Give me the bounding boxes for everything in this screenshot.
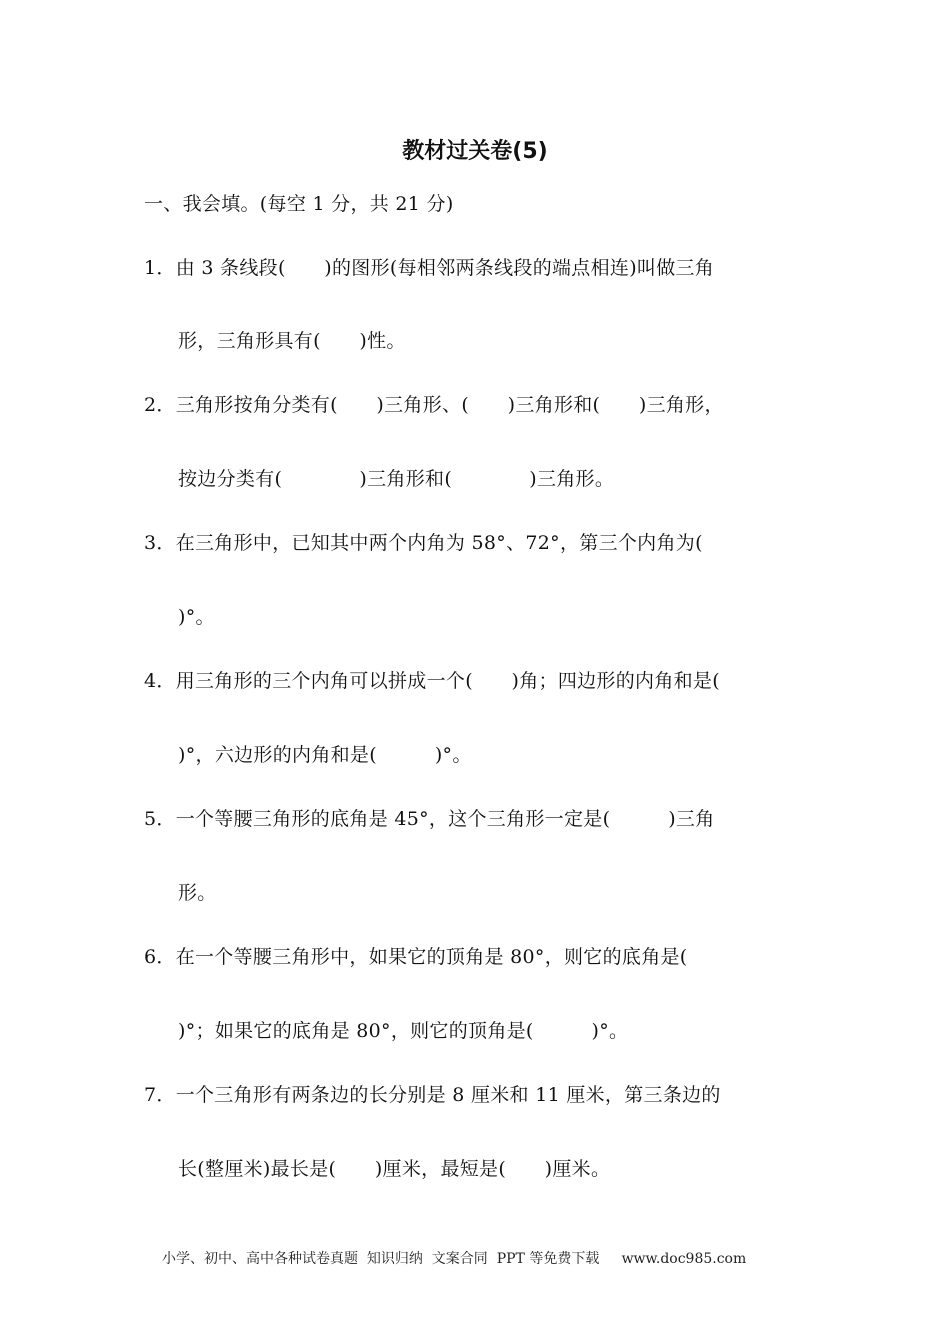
- question-6-line-2: )°；如果它的底角是 80°，则它的顶角是( )°。: [178, 1020, 629, 1042]
- page-title: 教材过关卷(5): [402, 139, 548, 164]
- question-1-line-1: 1．由 3 条线段( )的图形(每相邻两条线段的端点相连)叫做三角: [144, 257, 715, 279]
- question-1-line-2: 形，三角形具有( )性。: [178, 330, 406, 352]
- page-footer: 小学、初中、高中各种试卷真题 知识归纳 文案合同 PPT 等免费下载 www.doc985.com: [162, 1251, 747, 1267]
- question-5-line-2: 形。: [178, 882, 217, 904]
- question-2-line-2: 按边分类有( )三角形和( )三角形。: [178, 468, 615, 490]
- section-heading: 一、我会填。(每空 1 分，共 21 分): [144, 193, 454, 215]
- question-6-line-1: 6．在一个等腰三角形中，如果它的顶角是 80°，则它的底角是(: [144, 946, 688, 968]
- question-7-line-2: 长(整厘米)最长是( )厘米，最短是( )厘米。: [178, 1158, 611, 1180]
- question-3-line-2: )°。: [178, 606, 215, 628]
- question-4-line-2: )°，六边形的内角和是( )°。: [178, 744, 472, 766]
- question-3-line-1: 3．在三角形中，已知其中两个内角为 58°、72°，第三个内角为(: [144, 532, 703, 554]
- question-7-line-1: 7．一个三角形有两条边的长分别是 8 厘米和 11 厘米，第三条边的: [144, 1084, 721, 1106]
- question-4-line-1: 4．用三角形的三个内角可以拼成一个( )角；四边形的内角和是(: [144, 670, 720, 692]
- question-5-line-1: 5．一个等腰三角形的底角是 45°，这个三角形一定是( )三角: [144, 808, 715, 830]
- question-2-line-1: 2．三角形按角分类有( )三角形、( )三角形和( )三角形，: [144, 394, 724, 416]
